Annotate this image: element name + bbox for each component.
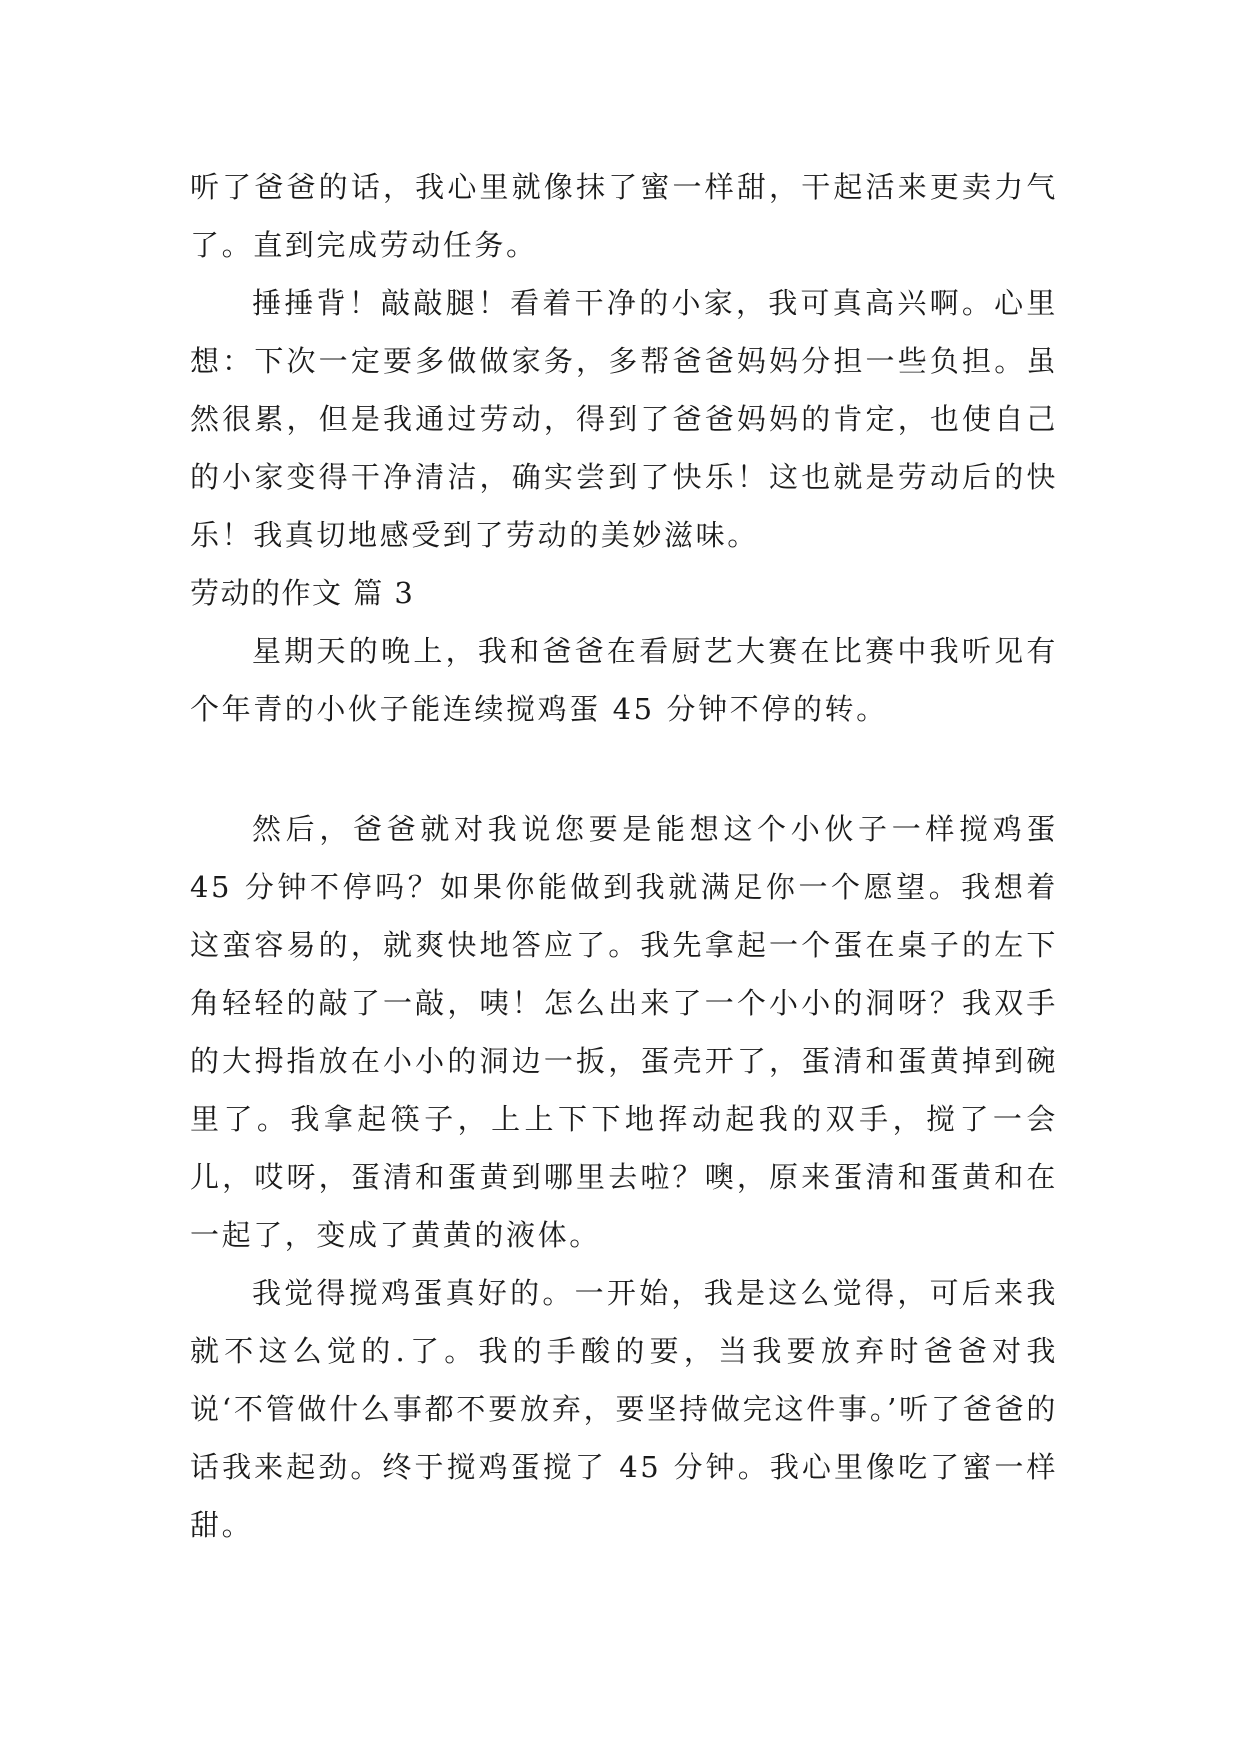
blank-gap (190, 738, 1058, 800)
paragraph-1: 听了爸爸的话，我心里就像抹了蜜一样甜，干起活来更卖力气了。直到完成劳动任务。 (190, 170, 1058, 262)
paragraph-5: 我觉得搅鸡蛋真好的。一开始，我是这么觉得，可后来我就不这么觉的.了。我的手酸的要，当我要放弃时爸爸对我说‘不管做什么事都不要放弃，要坚持做完这件事。’听了爸爸的话我来起劲。终于搅鸡蛋搅了 45 分钟。我心里像吃了蜜一样甜。 (190, 1276, 1058, 1542)
paragraph-3: 星期天的晚上，我和爸爸在看厨艺大赛在比赛中我听见有个年青的小伙子能连续搅鸡蛋 45 分钟不停的转。 (190, 634, 1058, 726)
paragraph-4: 然后，爸爸就对我说您要是能想这个小伙子一样搅鸡蛋 45 分钟不停吗？如果你能做到我就满足你一个愿望。我想着这蛮容易的，就爽快地答应了。我先拿起一个蛋在桌子的左下角轻轻的敲了一敲，咦！怎么出来了一个小小的洞呀？我双手的大拇指放在小小的洞边一扳，蛋壳开了，蛋清和蛋黄掉到碗里了。我拿起筷子，上上下下地挥动起我的双手，搅了一会儿，哎呀，蛋清和蛋黄到哪里去啦？噢，原来蛋清和蛋黄和在一起了，变成了黄黄的液体。 (190, 812, 1058, 1252)
section-heading: 劳动的作文 篇 3 (190, 576, 415, 610)
document-page (190, 158, 1058, 1554)
paragraph-2: 捶捶背！敲敲腿！看着干净的小家，我可真高兴啊。心里想：下次一定要多做做家务，多帮爸爸妈妈分担一些负担。虽然很累，但是我通过劳动，得到了爸爸妈妈的肯定，也使自己的小家变得干净清洁，确实尝到了快乐！这也就是劳动后的快乐！我真切地感受到了劳动的美妙滋味。 (190, 286, 1058, 552)
